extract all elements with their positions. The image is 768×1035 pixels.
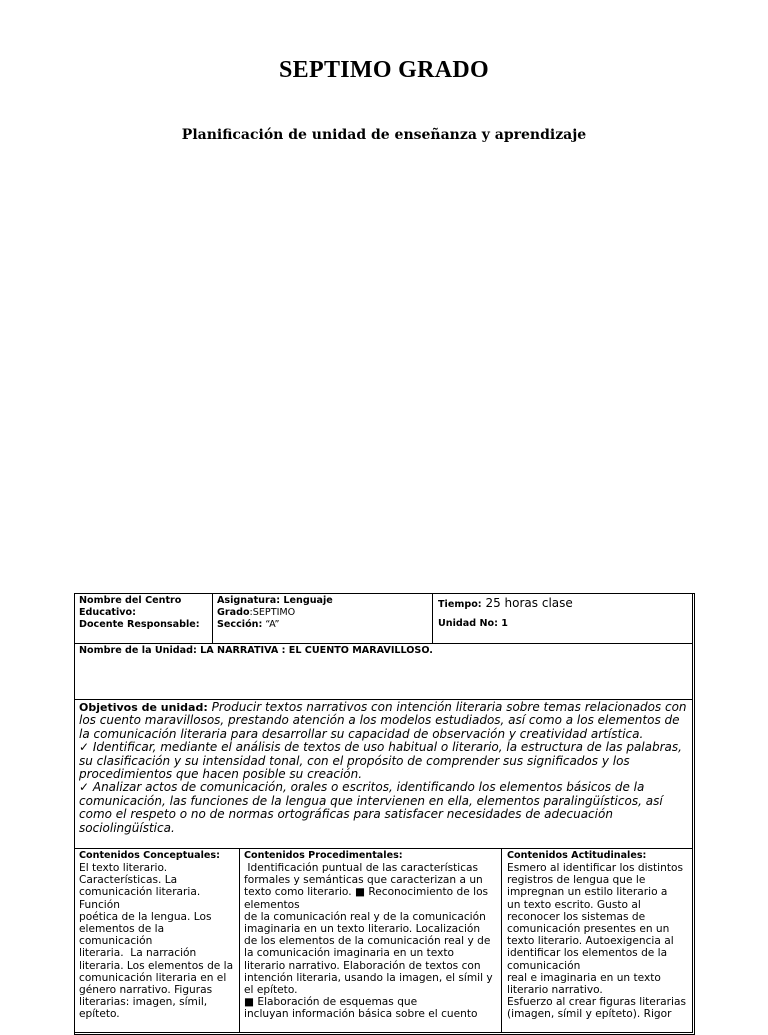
content-line: de los elementos de la comunicación real y de <box>244 935 491 948</box>
content-line: literarias: imagen, símil, <box>79 996 208 1009</box>
content-line: comunicación literaria. <box>79 886 201 899</box>
content-line: Función <box>79 898 120 911</box>
content-line: elementos <box>244 898 300 911</box>
page-subtitle: Planificación de unidad de enseñanza y aprendizaje <box>181 127 587 143</box>
tiempo-cell <box>432 593 693 644</box>
content-line: poética de la lengua. Los <box>79 910 212 923</box>
content-line: imaginaria en un texto literario. Localización <box>244 923 481 936</box>
content-line: identificar los elementos de la <box>507 947 668 960</box>
content-line: formales y semánticas que caracterizan a un <box>244 874 483 887</box>
content-line: reconocer los sistemas de <box>507 910 646 923</box>
content-line: Identificación puntual de las características <box>244 862 479 874</box>
content-line: real e imaginaria en un texto <box>507 971 661 984</box>
objetivos-text-2: ✓ Identificar, mediante el análisis de textos de uso habitual o literario, la estructura de las palabras, su clasificación y su intensidad tonal, con el propósito de comprender sus significados y los procedimientos que hacen posible su creación. <box>79 740 682 782</box>
content-line: comunicación literaria en el <box>79 971 227 984</box>
content-line: El texto literario. <box>79 862 168 874</box>
content-line: literario narrativo. Elaboración de textos con <box>244 959 481 972</box>
asignatura-cell <box>212 593 433 644</box>
docente-label: Docente Responsable: <box>79 619 200 631</box>
unidad-cell <box>74 643 693 700</box>
objetivos-label: Objetivos de unidad: <box>79 701 208 714</box>
content-line: incluyan información básica sobre el cuento <box>244 1008 478 1021</box>
seccion-label: Sección: <box>217 619 263 631</box>
content-line: comunicación presentes en un <box>507 923 670 936</box>
unidad-label: Nombre de la Unidad: <box>79 645 197 656</box>
grado-label: Grado <box>217 607 250 619</box>
content-line: literario narrativo. <box>507 984 603 997</box>
actitudinales-list <box>507 862 687 1021</box>
content-line: comunicación <box>79 935 153 948</box>
content-line: literaria. Los elementos de la <box>79 959 234 972</box>
centro-cell <box>74 593 213 644</box>
procedimentales-header: Contenidos Procedimentales: <box>244 850 403 861</box>
content-line: literaria. La narración <box>79 947 197 960</box>
tiempo-label: Tiempo: <box>438 599 482 610</box>
content-line: intención literaria, usando la imagen, el símil y <box>244 971 493 984</box>
content-line: Características. La <box>79 874 178 887</box>
conceptuales-cell <box>74 848 240 1033</box>
objetivos-cell <box>74 699 693 849</box>
objetivos-text-1: Producir textos narrativos con intención literaria sobre temas relacionados con los cuento maravillosos, prestando atención a los modelos estudiados, así como a los elementos de la comunicación literaria para desarrollar su capacidad de observación y creatividad artística. <box>79 700 687 741</box>
tiempo-value: 25 horas clase <box>481 596 573 610</box>
content-line: epíteto. <box>79 1008 120 1021</box>
conceptuales-header: Contenidos Conceptuales: <box>79 850 220 861</box>
content-line: registros de lengua que le <box>507 874 646 887</box>
content-line: elementos de la <box>79 923 165 936</box>
page-title: SEPTIMO GRADO <box>279 57 489 83</box>
content-line: (imagen, símil y epíteto). Rigor <box>507 1008 672 1021</box>
conceptuales-list <box>79 862 235 1021</box>
unidad-no: Unidad No: 1 <box>438 618 508 630</box>
content-line: Esmero al identificar los distintos <box>507 862 683 874</box>
content-line: texto como literario. ■ Reconocimiento de los <box>244 886 489 899</box>
seccion-value: “A” <box>262 619 280 631</box>
content-line: género narrativo. Figuras <box>79 984 213 997</box>
asignatura-label: Asignatura: Lenguaje <box>217 595 333 606</box>
procedimentales-cell <box>239 848 502 1033</box>
actitudinales-cell <box>501 848 693 1033</box>
content-line: el epíteto. <box>244 984 298 997</box>
content-line: impregnan un estilo literario a <box>507 886 668 899</box>
content-line: un texto escrito. Gusto al <box>507 898 641 911</box>
content-line: la comunicación imaginaria en un texto <box>244 947 455 960</box>
unidad-value: LA NARRATIVA : EL CUENTO MARAVILLOSO. <box>196 645 433 656</box>
grado-value: :SEPTIMO <box>249 607 296 619</box>
procedimentales-list <box>244 862 497 1021</box>
actitudinales-header: Contenidos Actitudinales: <box>507 850 647 861</box>
content-line: texto literario. Autoexigencia al <box>507 935 674 948</box>
content-line: comunicación <box>507 959 581 972</box>
centro-label-1: Nombre del Centro <box>79 595 182 606</box>
content-line: ■ Elaboración de esquemas que <box>244 996 418 1009</box>
content-line: de la comunicación real y de la comunicación <box>244 910 486 923</box>
centro-label-2: Educativo: <box>79 607 136 619</box>
content-line: Esfuerzo al crear figuras literarias <box>507 996 686 1009</box>
objetivos-text-3: ✓ Analizar actos de comunicación, orales o escritos, identificando los elementos básicos de la comunicación, las funciones de la lengua que intervienen en ella, elementos paralingüísticos, así como el respeto o no de normas ortográficas para satisfacer necesidades de adecuación sociolingüística. <box>79 780 663 835</box>
